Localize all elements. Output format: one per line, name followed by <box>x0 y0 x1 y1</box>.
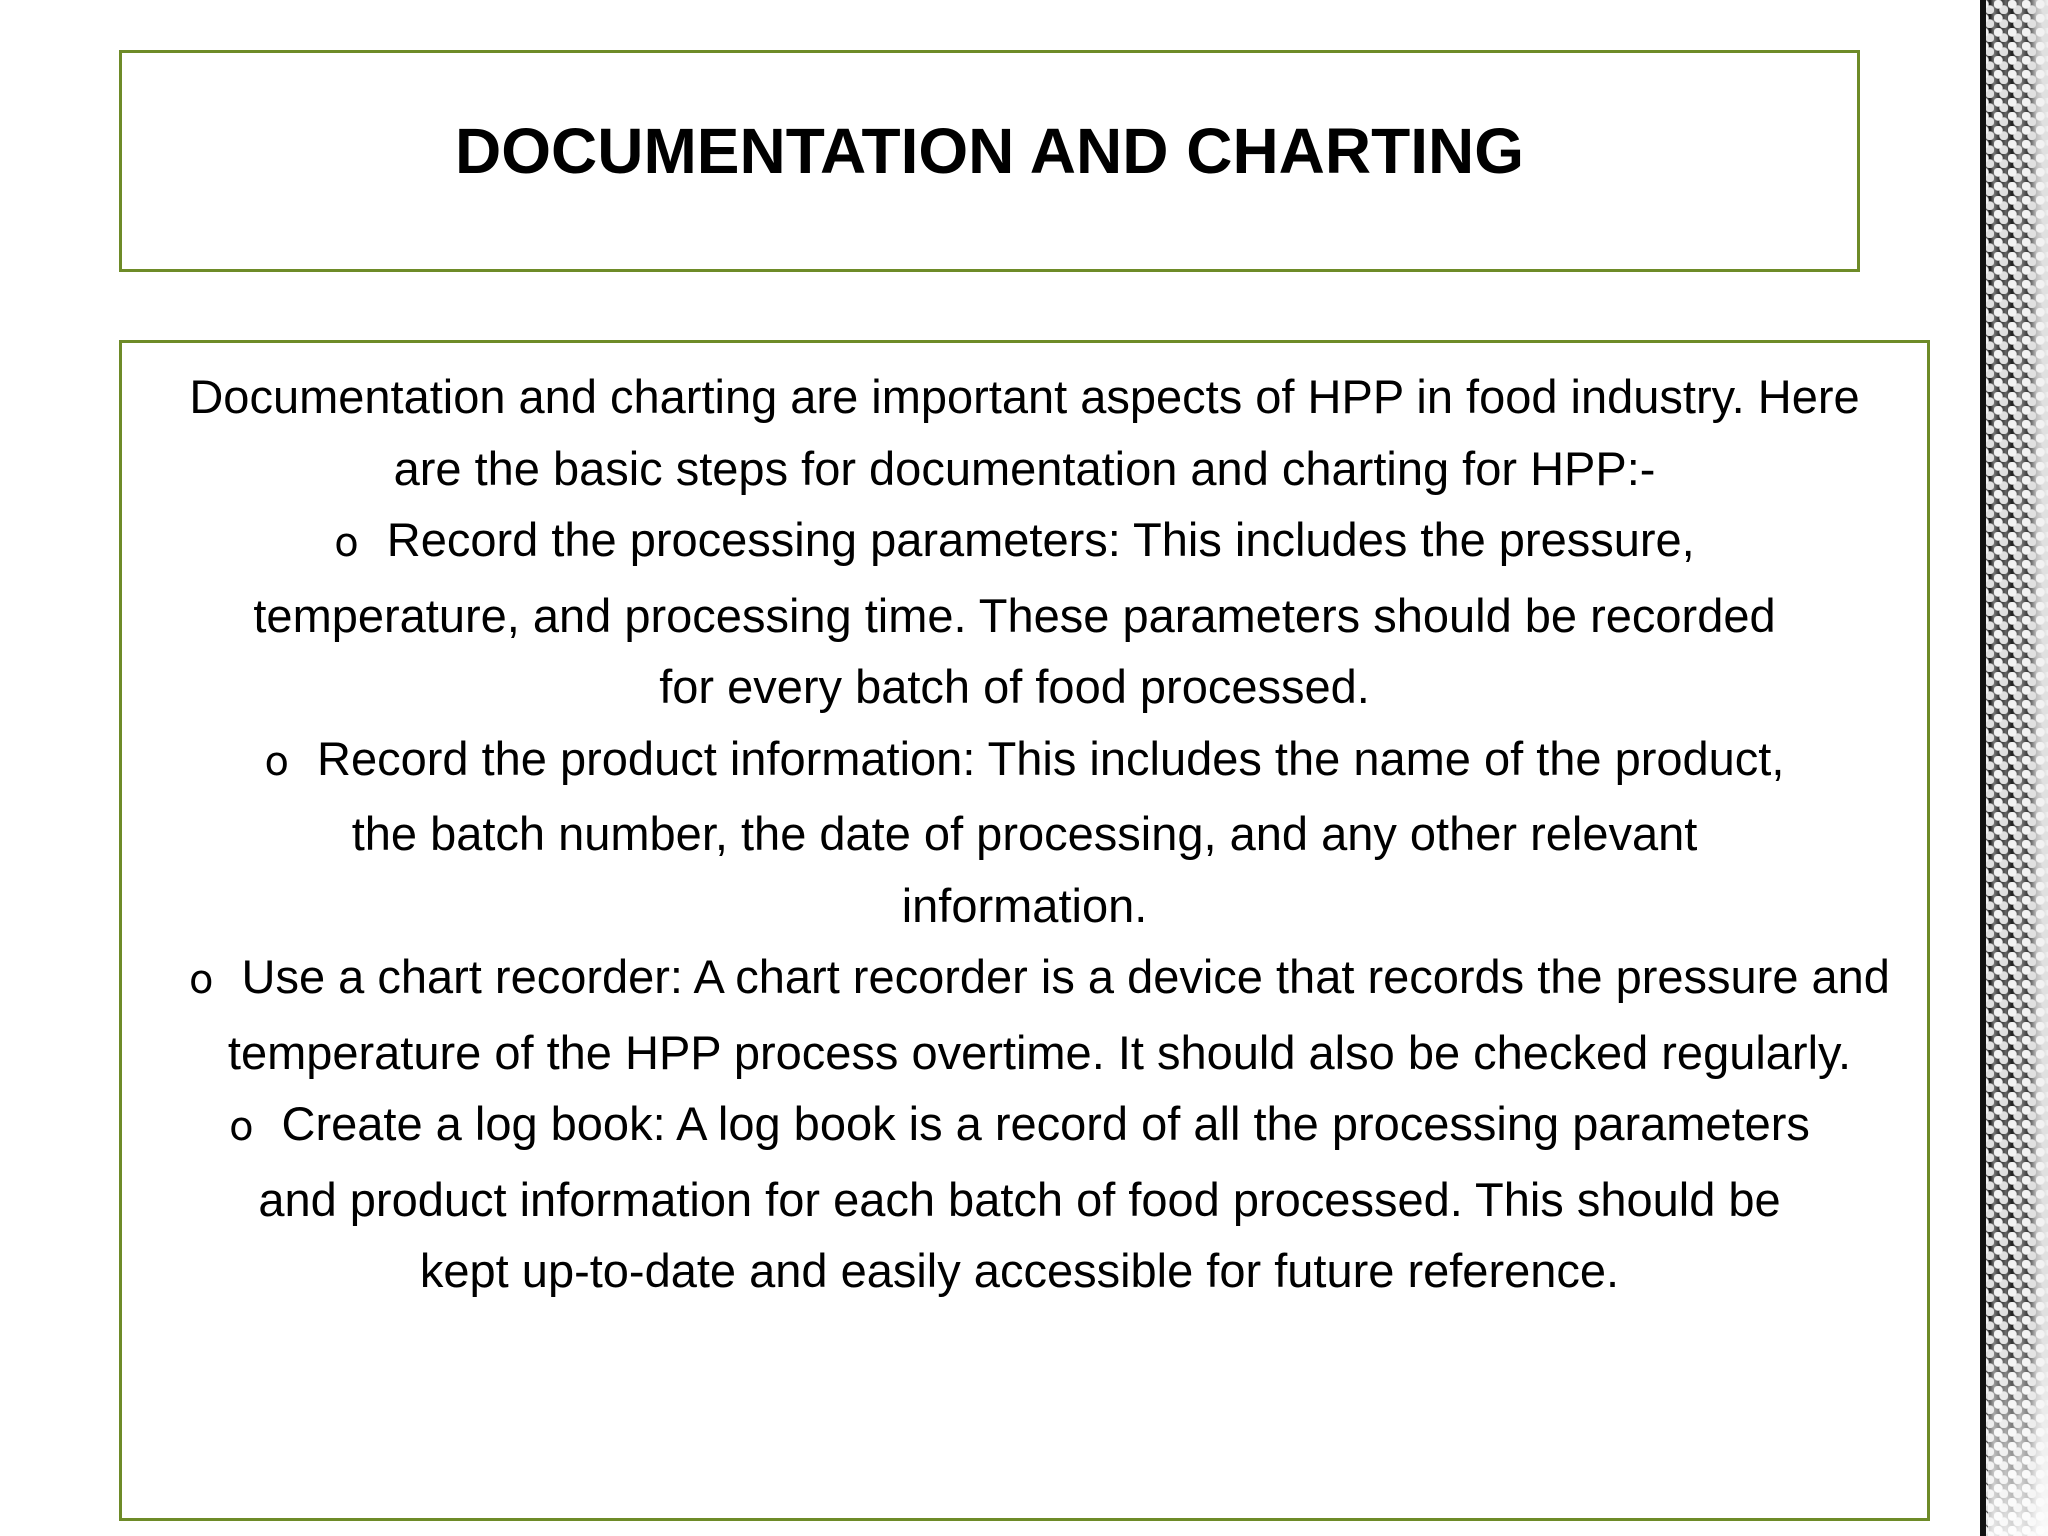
list-item <box>142 723 1907 942</box>
circle-bullet-icon: o <box>334 520 359 566</box>
list-item <box>142 504 1907 723</box>
bullet-text: Record the processing parameters: This includes the pressure, temperature, and processing time. These parameters should be recorded for every batch of food processed. <box>253 513 1776 713</box>
bullet-text: Record the product information: This includes the name of the product, the batch number, the date of processing, and any other relevant information. <box>317 731 1785 932</box>
content-body <box>142 361 1907 1307</box>
circle-bullet-icon: o <box>229 1104 254 1150</box>
content-box <box>119 340 1930 1521</box>
decorative-side-strip <box>1980 0 2048 1536</box>
intro-paragraph: Documentation and charting are important aspects of HPP in food industry. Here are the basic steps for documentation and charting for HPP:- <box>189 370 1860 495</box>
circle-bullet-icon: o <box>264 738 290 785</box>
list-item <box>142 1088 1907 1307</box>
slide-title: DOCUMENTATION AND CHARTING <box>455 115 1524 187</box>
bullet-text: Use a chart recorder: A chart recorder is a device that records the pressure and temperature of the HPP process overtime. It should also be checked regularly. <box>227 950 1890 1079</box>
title-box <box>119 50 1860 272</box>
bullet-list <box>142 504 1907 1307</box>
circle-bullet-icon: o <box>189 957 214 1003</box>
list-item <box>142 941 1907 1088</box>
bullet-text: Create a log book: A log book is a record of all the processing parameters and product information for each batch of food processed. This should be kept up-to-date and easily accessible for future reference. <box>258 1097 1810 1297</box>
